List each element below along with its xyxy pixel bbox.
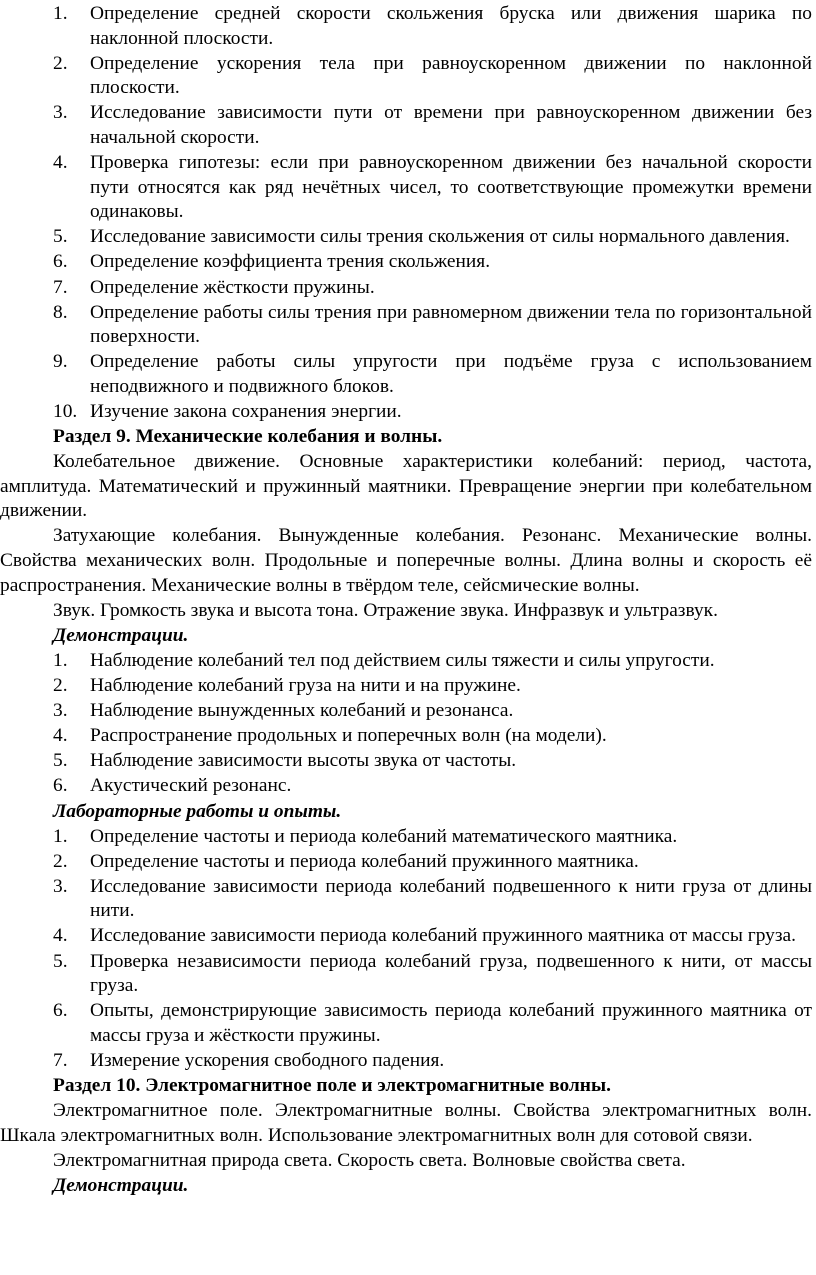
list-item-text: Проверка гипотезы: если при равноускоренном движении без начальной скорости пути относятся как ряд нечётных чисел, то соответствующие промежутки времени одинаковы. (90, 152, 812, 223)
list-item-number: 3. (53, 875, 68, 897)
lab-list-section8 (0, 2, 816, 425)
section-9-paragraph: Звук. Громкость звука и высота тона. Отражение звука. Инфразвук и ультразвук. (53, 599, 718, 621)
list-item-text: Определение работы силы трения при равномерном движении тела по горизонтальной поверхности. (90, 301, 812, 348)
list-item-text: Определение работы силы упругости при подъёме груза с использованием неподвижного и подвижного блоков. (90, 351, 812, 397)
list-item-number: 1. (53, 649, 68, 671)
list-item (0, 699, 816, 724)
list-item-number: 8. (53, 301, 68, 323)
list-item-text: Распространение продольных и поперечных волн (на модели). (90, 725, 607, 747)
list-item (0, 924, 816, 949)
list-item-number: 6. (53, 1000, 68, 1022)
list-item (0, 649, 816, 674)
section-9-demo-heading: Демонстрации. (53, 624, 189, 646)
list-item-text: Определение частоты и периода колебаний пружинного маятника. (90, 850, 639, 872)
list-item-number: 4. (53, 725, 68, 747)
list-item-number: 3. (53, 700, 68, 722)
list-item-text: Исследование зависимости периода колебаний подвешенного к нити груза от длины нити. (90, 875, 812, 922)
list-item (0, 749, 816, 774)
list-item-text: Исследование зависимости периода колебаний пружинного маятника от массы груза. (90, 925, 796, 947)
list-item-text: Определение жёсткости пружины. (90, 276, 375, 298)
list-item-number: 7. (53, 1049, 68, 1071)
list-item-text: Исследование зависимости пути от времени при равноускоренном движении без начальной скорости. (90, 102, 812, 148)
list-item (0, 999, 816, 1048)
list-item-number: 2. (53, 850, 68, 872)
list-item-text: Проверка независимости периода колебаний груза, подвешенного к нити, от массы груза. (90, 950, 812, 997)
list-item-number: 4. (53, 152, 68, 174)
section-9-heading: Раздел 9. Механические колебания и волны. (53, 426, 443, 448)
list-item-number: 1. (53, 3, 68, 24)
section-10-paragraph: Электромагнитное поле. Электромагнитные волны. Свойства электромагнитных волн. Шкала электромагнитных волн. Использование электромагнитных волн для сотовой связи. (0, 1100, 812, 1146)
list-item-number: 7. (53, 276, 68, 298)
list-item (0, 301, 816, 350)
list-item-text: Наблюдение зависимости высоты звука от частоты. (90, 750, 517, 772)
list-item-text: Акустический резонанс. (90, 775, 292, 797)
list-item (0, 350, 816, 399)
section-10-heading: Раздел 10. Электромагнитное поле и электромагнитные волны. (53, 1075, 611, 1097)
section-10-paragraph: Электромагнитная природа света. Скорость света. Волновые свойства света. (53, 1149, 686, 1171)
list-item-text: Измерение ускорения свободного падения. (90, 1049, 445, 1071)
list-item-text: Определение частоты и периода колебаний математического маятника. (90, 825, 678, 847)
list-item (0, 2, 816, 51)
list-item (0, 101, 816, 150)
list-item-number: 9. (53, 351, 68, 373)
list-item-number: 1. (53, 825, 68, 847)
list-item-text: Изучение закона сохранения энергии. (90, 401, 402, 422)
list-item (0, 774, 816, 799)
list-item-number: 6. (53, 251, 68, 273)
list-item-number: 2. (53, 52, 68, 74)
section-10-demo-heading: Демонстрации. (53, 1174, 189, 1196)
section-9-demo-list (0, 649, 816, 799)
list-item (0, 674, 816, 699)
list-item-text: Опыты, демонстрирующие зависимость периода колебаний пружинного маятника от массы груза и жёсткости пружины. (90, 1000, 812, 1046)
list-item-number: 4. (53, 925, 68, 947)
list-item (0, 151, 816, 225)
list-item (0, 850, 816, 875)
section-9-paragraph: Затухающие колебания. Вынужденные колебания. Резонанс. Механические волны. Свойства механических волн. Продольные и поперечные волны. Длина волны и скорость её распространения. Механические волны в твёрдом теле, сейсмические волны. (0, 525, 812, 596)
list-item-number: 2. (53, 675, 68, 697)
list-item (0, 400, 816, 425)
list-item-text: Определение ускорения тела при равноускоренном движении по наклонной плоскости. (90, 52, 812, 99)
list-item (0, 225, 816, 250)
list-item-number: 5. (53, 950, 68, 972)
list-item (0, 1049, 816, 1074)
list-item-number: 10. (53, 401, 78, 422)
list-item (0, 724, 816, 749)
list-item-number: 5. (53, 750, 68, 772)
list-item (0, 825, 816, 850)
list-item (0, 250, 816, 275)
section-9-lab-heading: Лабораторные работы и опыты. (53, 800, 342, 822)
list-item-text: Наблюдение колебаний тел под действием силы тяжести и силы упругости. (90, 649, 715, 671)
list-item-text: Наблюдение вынужденных колебаний и резонанса. (90, 700, 514, 722)
list-item (0, 52, 816, 101)
list-item-number: 6. (53, 775, 68, 797)
section-9-lab-list (0, 825, 816, 1074)
list-item (0, 875, 816, 924)
list-item-number: 5. (53, 226, 68, 248)
list-item-text: Исследование зависимости силы трения скольжения от силы нормального давления. (90, 226, 790, 248)
list-item-text: Определение средней скорости скольжения бруска или движения шарика по наклонной плоскости. (90, 3, 812, 49)
list-item-text: Определение коэффициента трения скольжения. (90, 251, 491, 273)
section-9-paragraph: Колебательное движение. Основные характеристики колебаний: период, частота, амплитуда. Математический и пружинный маятники. Превращение энергии при колебательном движении. (0, 451, 812, 522)
list-item-number: 3. (53, 102, 68, 124)
list-item-text: Наблюдение колебаний груза на нити и на пружине. (90, 675, 521, 697)
list-item (0, 950, 816, 999)
list-item (0, 276, 816, 301)
